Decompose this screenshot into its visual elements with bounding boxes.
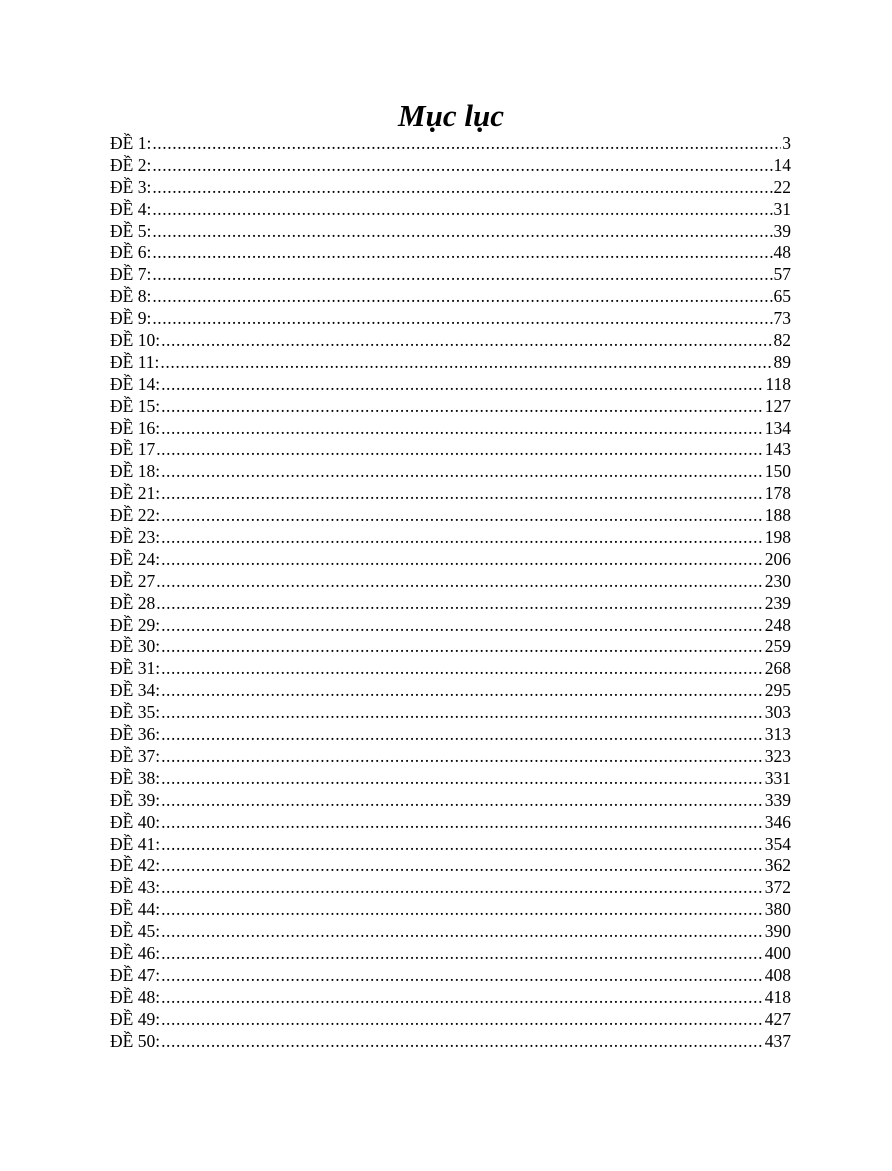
toc-entry[interactable] <box>110 790 791 812</box>
toc-entry-page-number: 248 <box>764 614 791 635</box>
toc-entry[interactable] <box>110 352 791 374</box>
toc-entry[interactable] <box>110 812 791 834</box>
toc-dot-leader <box>161 724 764 746</box>
toc-dot-leader <box>161 943 764 965</box>
toc-entry-page-number: 48 <box>773 242 791 263</box>
toc-entry-page-number: 89 <box>773 351 791 372</box>
toc-entry[interactable] <box>110 155 791 177</box>
toc-dot-leader <box>161 636 764 658</box>
toc-entry-label: ĐỀ 14: <box>110 373 161 394</box>
toc-entry[interactable] <box>110 615 791 637</box>
toc-entry[interactable] <box>110 921 791 943</box>
toc-dot-leader <box>161 615 764 637</box>
toc-entry-label: ĐỀ 3: <box>110 176 152 197</box>
toc-entry-label: ĐỀ 36: <box>110 724 161 745</box>
toc-dot-leader <box>161 658 764 680</box>
toc-entry-label: ĐỀ 37: <box>110 745 161 766</box>
toc-dot-leader <box>161 987 764 1009</box>
toc-entry-label: ĐỀ 27 <box>110 570 156 591</box>
toc-entry-page-number: 331 <box>764 767 791 788</box>
toc-entry-label: ĐỀ 42: <box>110 855 161 876</box>
toc-entry-page-number: 206 <box>764 548 791 569</box>
toc-entry-page-number: 303 <box>764 702 791 723</box>
toc-dot-leader <box>160 352 772 374</box>
toc-entry-page-number: 346 <box>764 811 791 832</box>
toc-dot-leader <box>156 593 764 615</box>
toc-entry[interactable] <box>110 571 791 593</box>
toc-entry-label: ĐỀ 11: <box>110 351 160 372</box>
toc-entry[interactable] <box>110 834 791 856</box>
toc-entry-page-number: 323 <box>764 745 791 766</box>
toc-entry[interactable] <box>110 308 791 330</box>
toc-entry-label: ĐỀ 2: <box>110 154 152 175</box>
toc-entry[interactable] <box>110 987 791 1009</box>
toc-entry-label: ĐỀ 4: <box>110 198 152 219</box>
toc-dot-leader <box>152 242 772 264</box>
toc-entry-page-number: 427 <box>764 1008 791 1029</box>
toc-entry-label: ĐỀ 41: <box>110 833 161 854</box>
toc-dot-leader <box>161 877 764 899</box>
toc-entry-page-number: 313 <box>764 724 791 745</box>
toc-entry-label: ĐỀ 48: <box>110 986 161 1007</box>
toc-entry-label: ĐỀ 47: <box>110 964 161 985</box>
toc-dot-leader <box>152 221 772 243</box>
toc-dot-leader <box>156 439 764 461</box>
toc-dot-leader <box>156 571 764 593</box>
toc-entry-label: ĐỀ 7: <box>110 264 152 285</box>
toc-dot-leader <box>161 549 764 571</box>
toc-entry-page-number: 134 <box>764 417 791 438</box>
toc-entry-label: ĐỀ 10: <box>110 330 161 351</box>
toc-dot-leader <box>161 812 764 834</box>
toc-entry-label: ĐỀ 50: <box>110 1030 161 1051</box>
toc-entry-label: ĐỀ 34: <box>110 680 161 701</box>
toc-entry-page-number: 259 <box>764 636 791 657</box>
toc-entry-label: ĐỀ 8: <box>110 286 152 307</box>
toc-entry[interactable] <box>110 877 791 899</box>
toc-entry-label: ĐỀ 5: <box>110 220 152 241</box>
toc-entry-page-number: 73 <box>773 308 791 329</box>
toc-entry-page-number: 239 <box>764 592 791 613</box>
toc-dot-leader <box>152 308 772 330</box>
toc-dot-leader <box>161 374 764 396</box>
toc-entry-label: ĐỀ 22: <box>110 505 161 526</box>
toc-dot-leader <box>161 527 764 549</box>
toc-entry-label: ĐỀ 40: <box>110 811 161 832</box>
toc-dot-leader <box>161 1009 764 1031</box>
toc-entry[interactable] <box>110 636 791 658</box>
table-of-contents <box>110 133 791 1052</box>
toc-entry[interactable] <box>110 658 791 680</box>
toc-entry-page-number: 31 <box>773 198 791 219</box>
toc-entry-page-number: 390 <box>764 921 791 942</box>
toc-entry[interactable] <box>110 855 791 877</box>
toc-dot-leader <box>161 855 764 877</box>
toc-entry-label: ĐỀ 28 <box>110 592 156 613</box>
toc-entry[interactable] <box>110 899 791 921</box>
toc-entry[interactable] <box>110 396 791 418</box>
toc-entry[interactable] <box>110 1009 791 1031</box>
toc-entry-page-number: 408 <box>764 964 791 985</box>
toc-entry-page-number: 339 <box>764 789 791 810</box>
toc-entry-page-number: 230 <box>764 570 791 591</box>
toc-entry-page-number: 188 <box>764 505 791 526</box>
toc-dot-leader <box>161 790 764 812</box>
toc-entry[interactable] <box>110 724 791 746</box>
toc-entry-page-number: 437 <box>764 1030 791 1051</box>
page-title: Mục lục <box>398 98 504 133</box>
toc-entry[interactable] <box>110 221 791 243</box>
toc-entry[interactable] <box>110 133 791 155</box>
toc-entry-page-number: 22 <box>773 176 791 197</box>
toc-dot-leader <box>161 702 764 724</box>
toc-entry-page-number: 178 <box>764 483 791 504</box>
toc-entry[interactable] <box>110 286 791 308</box>
toc-entry-page-number: 372 <box>764 877 791 898</box>
toc-entry[interactable] <box>110 483 791 505</box>
toc-entry-label: ĐỀ 24: <box>110 548 161 569</box>
toc-entry[interactable] <box>110 505 791 527</box>
toc-dot-leader <box>161 921 764 943</box>
toc-entry-page-number: 118 <box>765 373 791 394</box>
toc-entry[interactable] <box>110 943 791 965</box>
toc-entry-label: ĐỀ 15: <box>110 395 161 416</box>
toc-entry-label: ĐỀ 43: <box>110 877 161 898</box>
toc-entry[interactable] <box>110 768 791 790</box>
toc-entry-label: ĐỀ 21: <box>110 483 161 504</box>
toc-dot-leader <box>152 177 772 199</box>
toc-entry-page-number: 143 <box>764 439 791 460</box>
toc-entry-label: ĐỀ 23: <box>110 527 161 548</box>
toc-dot-leader <box>161 899 764 921</box>
toc-entry-page-number: 380 <box>764 899 791 920</box>
toc-dot-leader <box>161 1031 764 1053</box>
toc-dot-leader <box>161 746 764 768</box>
toc-entry[interactable] <box>110 199 791 221</box>
toc-entry[interactable] <box>110 418 791 440</box>
toc-entry-label: ĐỀ 30: <box>110 636 161 657</box>
toc-dot-leader <box>161 330 772 352</box>
toc-entry[interactable] <box>110 1031 791 1053</box>
toc-dot-leader <box>161 965 764 987</box>
toc-entry[interactable] <box>110 242 791 264</box>
toc-entry[interactable] <box>110 177 791 199</box>
toc-entry-page-number: 82 <box>773 330 791 351</box>
toc-entry-label: ĐỀ 9: <box>110 308 152 329</box>
toc-entry[interactable] <box>110 264 791 286</box>
toc-dot-leader <box>161 768 764 790</box>
toc-entry[interactable] <box>110 374 791 396</box>
toc-entry[interactable] <box>110 549 791 571</box>
toc-dot-leader <box>152 155 772 177</box>
toc-entry[interactable] <box>110 439 791 461</box>
toc-dot-leader <box>161 461 764 483</box>
toc-entry[interactable] <box>110 593 791 615</box>
toc-dot-leader <box>161 418 764 440</box>
toc-entry-label: ĐỀ 6: <box>110 242 152 263</box>
toc-entry[interactable] <box>110 461 791 483</box>
toc-entry-label: ĐỀ 46: <box>110 942 161 963</box>
toc-entry-page-number: 127 <box>764 395 791 416</box>
toc-entry-label: ĐỀ 17 <box>110 439 156 460</box>
toc-entry-label: ĐỀ 35: <box>110 702 161 723</box>
toc-entry-page-number: 198 <box>764 527 791 548</box>
toc-entry[interactable] <box>110 702 791 724</box>
toc-dot-leader <box>161 483 764 505</box>
toc-dot-leader <box>152 199 772 221</box>
toc-entry-page-number: 57 <box>773 264 791 285</box>
toc-entry-label: ĐỀ 44: <box>110 899 161 920</box>
toc-entry[interactable] <box>110 965 791 987</box>
toc-entry[interactable] <box>110 746 791 768</box>
toc-dot-leader <box>152 286 772 308</box>
toc-entry-page-number: 3 <box>782 133 791 153</box>
toc-entry-page-number: 39 <box>773 220 791 241</box>
toc-dot-leader <box>161 505 764 527</box>
toc-entry[interactable] <box>110 527 791 549</box>
toc-entry-page-number: 65 <box>773 286 791 307</box>
toc-entry-label: ĐỀ 49: <box>110 1008 161 1029</box>
toc-entry-label: ĐỀ 18: <box>110 461 161 482</box>
toc-entry-page-number: 362 <box>764 855 791 876</box>
toc-entry-page-number: 150 <box>764 461 791 482</box>
toc-entry[interactable] <box>110 680 791 702</box>
toc-entry-label: ĐỀ 45: <box>110 921 161 942</box>
toc-entry-page-number: 354 <box>764 833 791 854</box>
toc-entry-page-number: 418 <box>764 986 791 1007</box>
toc-entry-page-number: 295 <box>764 680 791 701</box>
toc-entry-label: ĐỀ 31: <box>110 658 161 679</box>
toc-entry-label: ĐỀ 29: <box>110 614 161 635</box>
toc-entry[interactable] <box>110 330 791 352</box>
toc-entry-page-number: 400 <box>764 942 791 963</box>
toc-dot-leader <box>152 264 772 286</box>
toc-entry-label: ĐỀ 16: <box>110 417 161 438</box>
toc-entry-label: ĐỀ 39: <box>110 789 161 810</box>
toc-dot-leader <box>161 834 764 856</box>
toc-dot-leader <box>152 133 781 155</box>
toc-dot-leader <box>161 680 764 702</box>
toc-dot-leader <box>161 396 764 418</box>
toc-entry-page-number: 268 <box>764 658 791 679</box>
toc-entry-label: ĐỀ 1: <box>110 133 152 153</box>
toc-entry-label: ĐỀ 38: <box>110 767 161 788</box>
toc-entry-page-number: 14 <box>773 154 791 175</box>
